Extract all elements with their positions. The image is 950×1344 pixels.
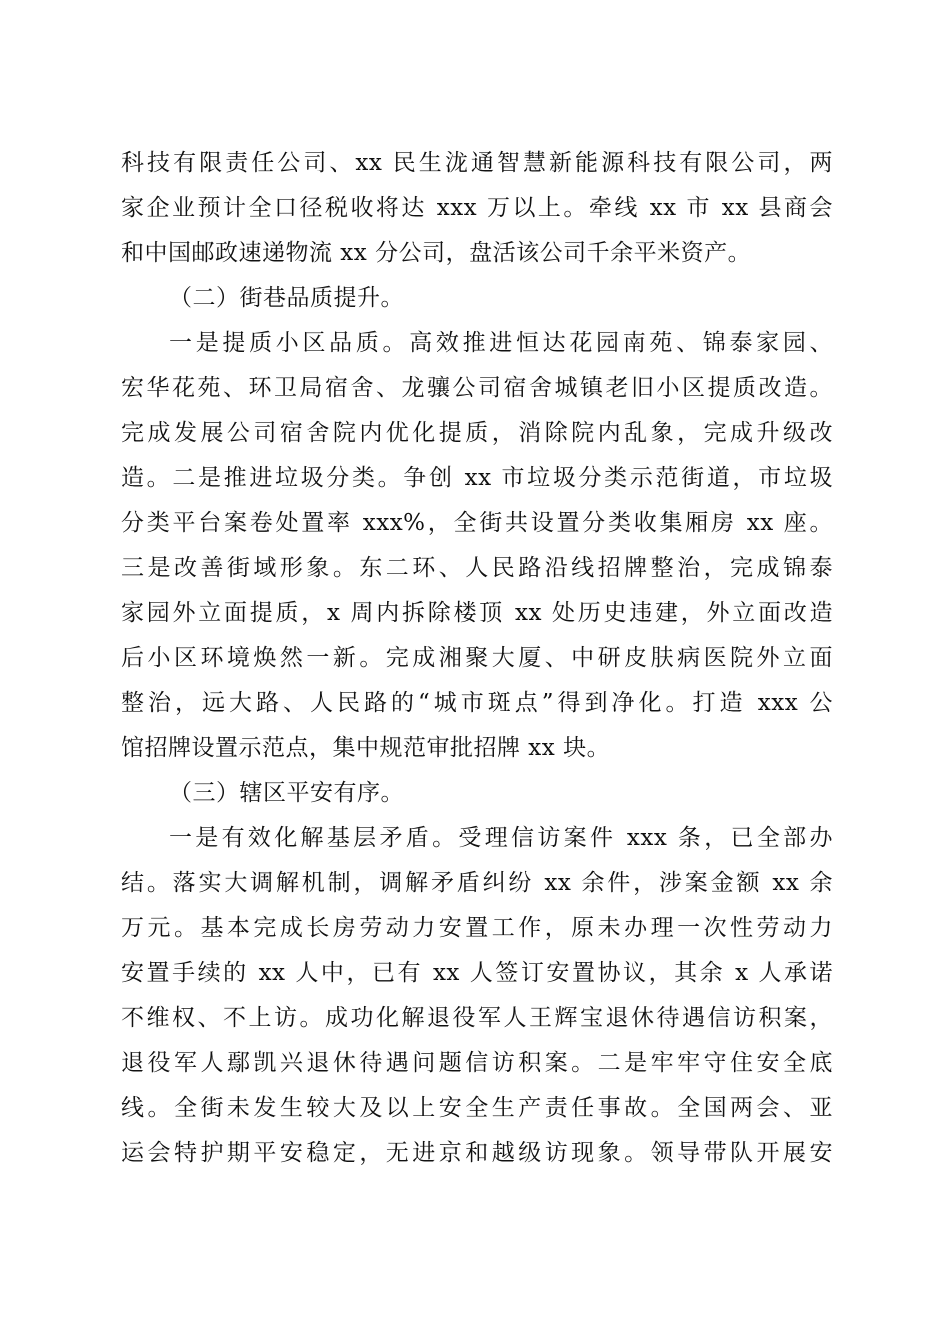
document-body <box>121 141 833 1176</box>
body-line: 线。全街未发生较大及以上安全生产责任事故。全国两会、亚 <box>121 1095 833 1121</box>
body-line: 分类平台案卷处置率 xxx%，全街共设置分类收集厢房 xx 座。 <box>121 510 833 536</box>
body-line: 退役军人鄢凯兴退休待遇问题信访积案。二是牢牢守住安全底 <box>121 1050 833 1076</box>
body-line: 不维权、不上访。成功化解退役军人王辉宝退休待遇信访积案， <box>121 1005 833 1031</box>
body-line: 馆招牌设置示范点，集中规范审批招牌 xx 块。 <box>121 735 611 761</box>
body-line: 万元。基本完成长房劳动力安置工作，原未办理一次性劳动力 <box>121 915 833 941</box>
body-line: 和中国邮政速递物流 xx 分公司，盘活该公司千余平米资产。 <box>121 240 752 266</box>
body-line: 结。落实大调解机制，调解矛盾纠纷 xx 余件，涉案金额 xx 余 <box>121 870 833 896</box>
body-line: 家企业预计全口径税收将达 xxx 万以上。牵线 xx 市 xx 县商会 <box>121 195 833 221</box>
section-heading-3: （三）辖区平安有序。 <box>169 780 404 806</box>
section-heading-2: （二）街巷品质提升。 <box>169 285 404 311</box>
body-line: 三是改善街域形象。东二环、人民路沿线招牌整治，完成锦泰 <box>121 555 833 581</box>
body-line: 运会特护期平安稳定，无进京和越级访现象。领导带队开展安 <box>121 1140 833 1166</box>
body-line: 后小区环境焕然一新。完成湘聚大厦、中研皮肤病医院外立面 <box>121 645 833 671</box>
paragraph-start: 一是提质小区品质。高效推进恒达花园南苑、锦泰家园、 <box>169 330 833 356</box>
paragraph-start: 一是有效化解基层矛盾。受理信访案件 xxx 条，已全部办 <box>169 825 833 851</box>
body-line: 宏华花苑、环卫局宿舍、龙骧公司宿舍城镇老旧小区提质改造。 <box>121 375 833 401</box>
body-line: 整治，远大路、人民路的“城市斑点”得到净化。打造 xxx 公 <box>121 690 833 716</box>
body-line: 安置手续的 xx 人中，已有 xx 人签订安置协议，其余 x 人承诺 <box>121 960 833 986</box>
body-line: 家园外立面提质，x 周内拆除楼顶 xx 处历史违建，外立面改造 <box>121 600 833 626</box>
body-line: 科技有限责任公司、xx 民生泷通智慧新能源科技有限公司，两 <box>121 150 833 176</box>
body-line: 完成发展公司宿舍院内优化提质，消除院内乱象，完成升级改 <box>121 420 833 446</box>
body-line: 造。二是推进垃圾分类。争创 xx 市垃圾分类示范街道，市垃圾 <box>121 465 833 491</box>
